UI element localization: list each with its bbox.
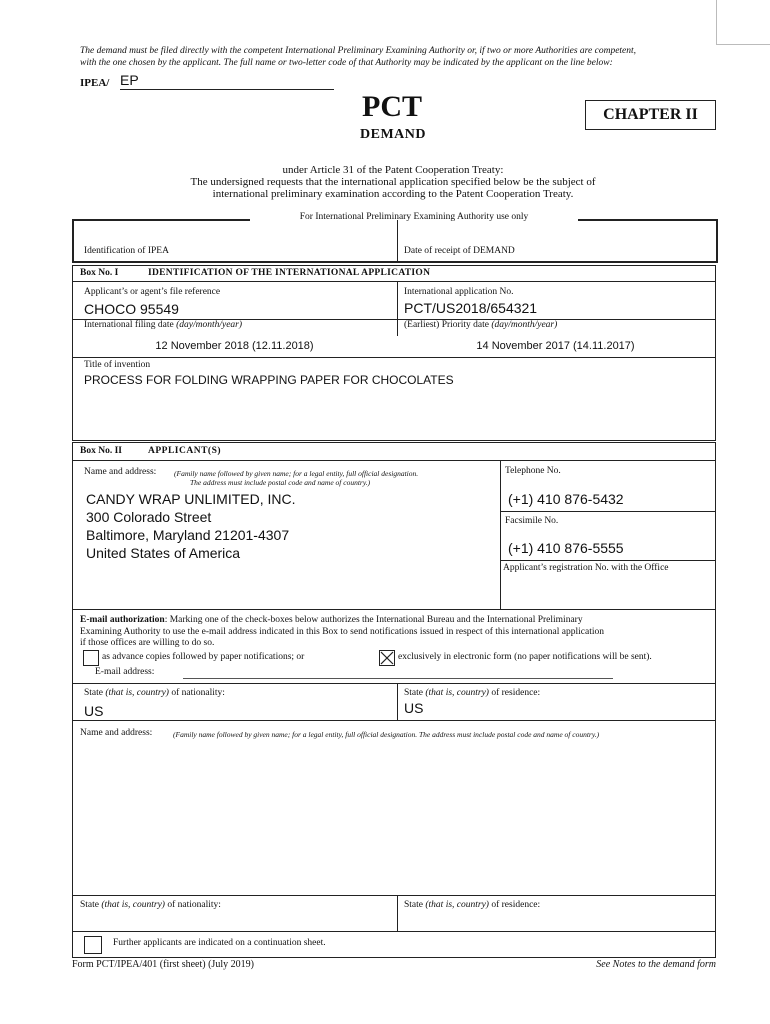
electronic-only-checkbox[interactable]	[379, 650, 395, 666]
priority-date-field[interactable]: 14 November 2017 (14.11.2017)	[476, 340, 635, 352]
nationality-field[interactable]: US	[84, 703, 104, 719]
email-authorization-text	[80, 615, 716, 650]
form-identifier: Form PCT/IPEA/401 (first sheet) (July 2019)	[72, 959, 254, 970]
demand-heading: DEMAND	[360, 127, 426, 142]
facsimile-field[interactable]: (+1) 410 876-5555	[508, 540, 624, 556]
file-reference-field[interactable]: CHOCO 95549	[84, 301, 179, 317]
application-number-field[interactable]: PCT/US2018/654321	[404, 300, 538, 316]
registration-label: Applicant’s registration No. with the Office	[503, 563, 669, 573]
ipea-field[interactable]: EP	[120, 72, 334, 90]
intro-line-2: The undersigned requests that the international application specified below be the subject of	[190, 176, 596, 188]
email-auth-line-3: if those offices are willing to do so.	[80, 638, 215, 648]
filing-date-format: (day/month/year)	[176, 320, 243, 330]
filing-instruction-line-1: The demand must be filed directly with the competent International Preliminary Examining Authority or, if two or more Authorities are competent,	[80, 46, 637, 56]
email-auth-line-1	[80, 615, 716, 627]
second-nationality-label-c: of nationality:	[167, 900, 221, 910]
page-corner	[716, 0, 770, 45]
filing-date-field[interactable]: 12 November 2018 (12.11.2018)	[155, 340, 314, 352]
filing-date-label-text: International filing date	[84, 320, 174, 330]
priority-date-format: (day/month/year)	[491, 320, 558, 330]
invention-title-field[interactable]: PROCESS FOR FOLDING WRAPPING PAPER FOR CHOCOLATES	[84, 373, 454, 387]
second-nationality-label-b: (that is, country)	[101, 900, 165, 910]
ipea-label: IPEA/	[80, 77, 110, 89]
receipt-date-label: Date of receipt of DEMAND	[404, 246, 515, 256]
priority-date-label-text: (Earliest) Priority date	[404, 320, 489, 330]
address-line: CANDY WRAP UNLIMITED, INC.	[86, 491, 296, 507]
residence-field[interactable]: US	[404, 700, 424, 716]
facsimile-label: Facsimile No.	[505, 516, 559, 526]
second-applicant-name-label: Name and address:	[80, 728, 153, 738]
second-residence-label-c: of residence:	[491, 900, 541, 910]
box-2-number: Box No. II	[80, 446, 122, 456]
residence-label-c: of residence:	[491, 688, 541, 698]
telephone-field[interactable]: (+1) 410 876-5432	[508, 491, 624, 507]
box-2-title: APPLICANT(S)	[148, 446, 222, 456]
applicant-name-label: Name and address:	[84, 467, 157, 477]
address-line: United States of America	[86, 545, 241, 561]
nationality-label-b: (that is, country)	[105, 688, 169, 698]
residence-label	[404, 688, 540, 698]
filing-date-label	[84, 320, 242, 330]
second-nationality-label	[80, 900, 221, 910]
second-applicant-address-field[interactable]	[76, 744, 712, 892]
second-residence-label-b: (that is, country)	[425, 900, 489, 910]
nationality-label	[84, 688, 225, 698]
electronic-only-label: exclusively in electronic form (no paper notifications will be sent).	[398, 652, 652, 662]
invention-title-label: Title of invention	[84, 360, 151, 370]
second-residence-label-a: State	[404, 900, 423, 910]
nationality-label-c: of nationality:	[171, 688, 225, 698]
intro-line-3: international preliminary examination according to the Patent Cooperation Treaty.	[212, 188, 574, 200]
email-auth-title: E-mail authorization	[80, 615, 165, 625]
address-line: Baltimore, Maryland 21201-4307	[86, 527, 290, 543]
further-applicants-checkbox[interactable]	[84, 936, 102, 954]
email-address-field[interactable]	[183, 678, 613, 679]
application-number-label: International application No.	[404, 287, 514, 297]
authority-use-box	[72, 219, 718, 263]
applicant-name-note-2: The address must include postal code and name of country.)	[190, 478, 371, 487]
second-residence-label	[404, 900, 540, 910]
authority-use-caption: For International Preliminary Examining Authority use only	[299, 212, 529, 222]
email-auth-text-1: : Marking one of the check-boxes below authorizes the International Bureau and the International Preliminary	[164, 615, 583, 625]
applicant-address-field[interactable]	[86, 490, 296, 562]
advance-copies-checkbox[interactable]	[83, 650, 99, 666]
intro-line-1: under Article 31 of the Patent Cooperation Treaty:	[282, 164, 504, 176]
residence-label-a: State	[404, 688, 423, 698]
box-1-title: IDENTIFICATION OF THE INTERNATIONAL APPLICATION	[148, 268, 431, 278]
file-reference-label: Applicant’s or agent’s file reference	[84, 287, 221, 297]
second-nationality-label-a: State	[80, 900, 99, 910]
filing-instruction-line-2: with the one chosen by the applicant. The full name or two-letter code of that Authority may be indicated by the applicant on the line below:	[80, 58, 613, 68]
priority-date-label	[404, 320, 557, 330]
checkbox-cross-icon	[380, 651, 394, 665]
residence-label-b: (that is, country)	[425, 688, 489, 698]
box-1-number: Box No. I	[80, 268, 119, 278]
applicant-name-note-1: (Family name followed by given name; for a legal entity, full official designation.	[174, 469, 419, 478]
nationality-label-a: State	[84, 688, 103, 698]
chapter-badge: CHAPTER II	[585, 100, 716, 130]
email-auth-line-2: Examining Authority to use the e-mail address indicated in this Box to send notifications issued in respect of this international application	[80, 626, 604, 637]
telephone-label: Telephone No.	[505, 466, 561, 476]
ipea-identification-label: Identification of IPEA	[84, 246, 169, 256]
notes-reference: See Notes to the demand form	[596, 959, 716, 970]
pct-heading: PCT	[362, 90, 422, 123]
second-applicant-name-note: (Family name followed by given name; for a legal entity, full official designation. The address must include postal code and name of country.)	[173, 730, 600, 739]
advance-copies-label: as advance copies followed by paper notifications; or	[102, 652, 305, 662]
further-applicants-label: Further applicants are indicated on a continuation sheet.	[113, 938, 326, 948]
address-line: 300 Colorado Street	[86, 509, 212, 525]
email-address-label: E-mail address:	[95, 667, 155, 677]
